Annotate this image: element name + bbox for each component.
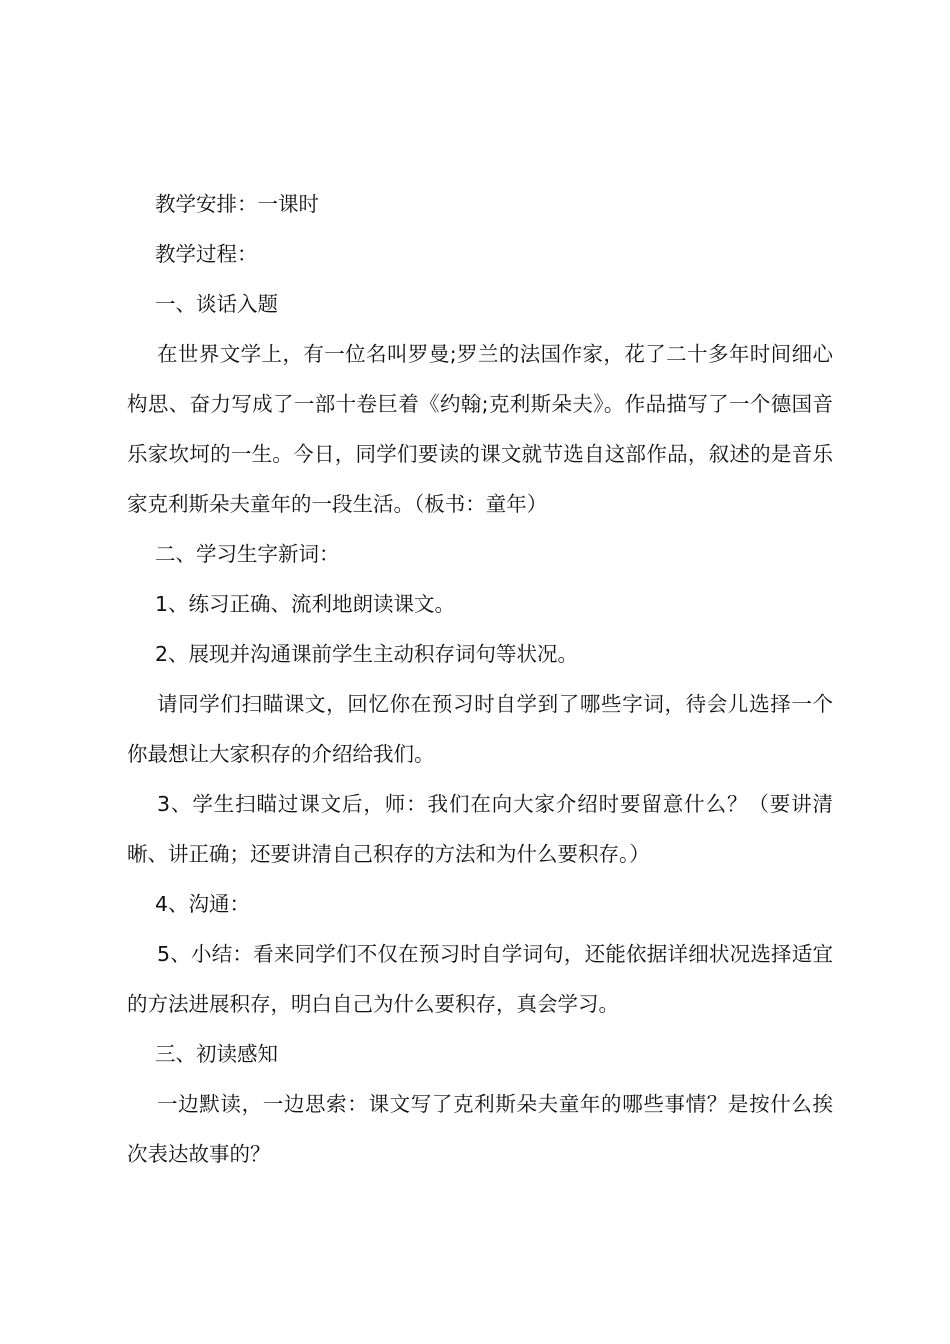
step-2-detail: 请同学们扫瞄课文，回忆你在预习时自学到了哪些字词，待会儿选择一个你最想让大家积存的介绍给我们。 bbox=[127, 692, 833, 766]
step-4: 4、沟通： bbox=[155, 892, 251, 916]
lesson-schedule: 教学安排：一课时 bbox=[155, 192, 319, 216]
document-body bbox=[127, 179, 833, 1179]
step-5: 5、小结：看来同学们不仅在预习时自学词句，还能依据详细状况选择适宜的方法进展积存，明白自己为什么要积存，真会学习。 bbox=[127, 942, 833, 1016]
section-heading-2: 二、学习生字新词： bbox=[155, 542, 340, 566]
teaching-process-heading: 教学过程： bbox=[155, 242, 258, 266]
step-1: 1、练习正确、流利地朗读课文。 bbox=[155, 592, 456, 616]
intro-paragraph: 在世界文学上，有一位名叫罗曼;罗兰的法国作家，花了二十多年时间细心构思、奋力写成了一部十卷巨着《约翰;克利斯朵夫》。作品描写了一个德国音乐家坎坷的一生。今日，同学们要读的课文就节选自这部作品，叙述的是音乐家克利斯朵夫童年的一段生活。（板书：童年） bbox=[127, 342, 833, 516]
step-2: 2、展现并沟通课前学生主动积存词句等状况。 bbox=[155, 642, 579, 666]
section-heading-1: 一、谈话入题 bbox=[155, 292, 278, 316]
reading-task: 一边默读，一边思索：课文写了克利斯朵夫童年的哪些事情？是按什么挨次表达故事的？ bbox=[127, 1092, 833, 1166]
section-heading-3: 三、初读感知 bbox=[155, 1042, 278, 1066]
step-3: 3、学生扫瞄过课文后，师：我们在向大家介绍时要留意什么？（要讲清晰、讲正确；还要讲清自己积存的方法和为什么要积存。） bbox=[127, 792, 833, 866]
